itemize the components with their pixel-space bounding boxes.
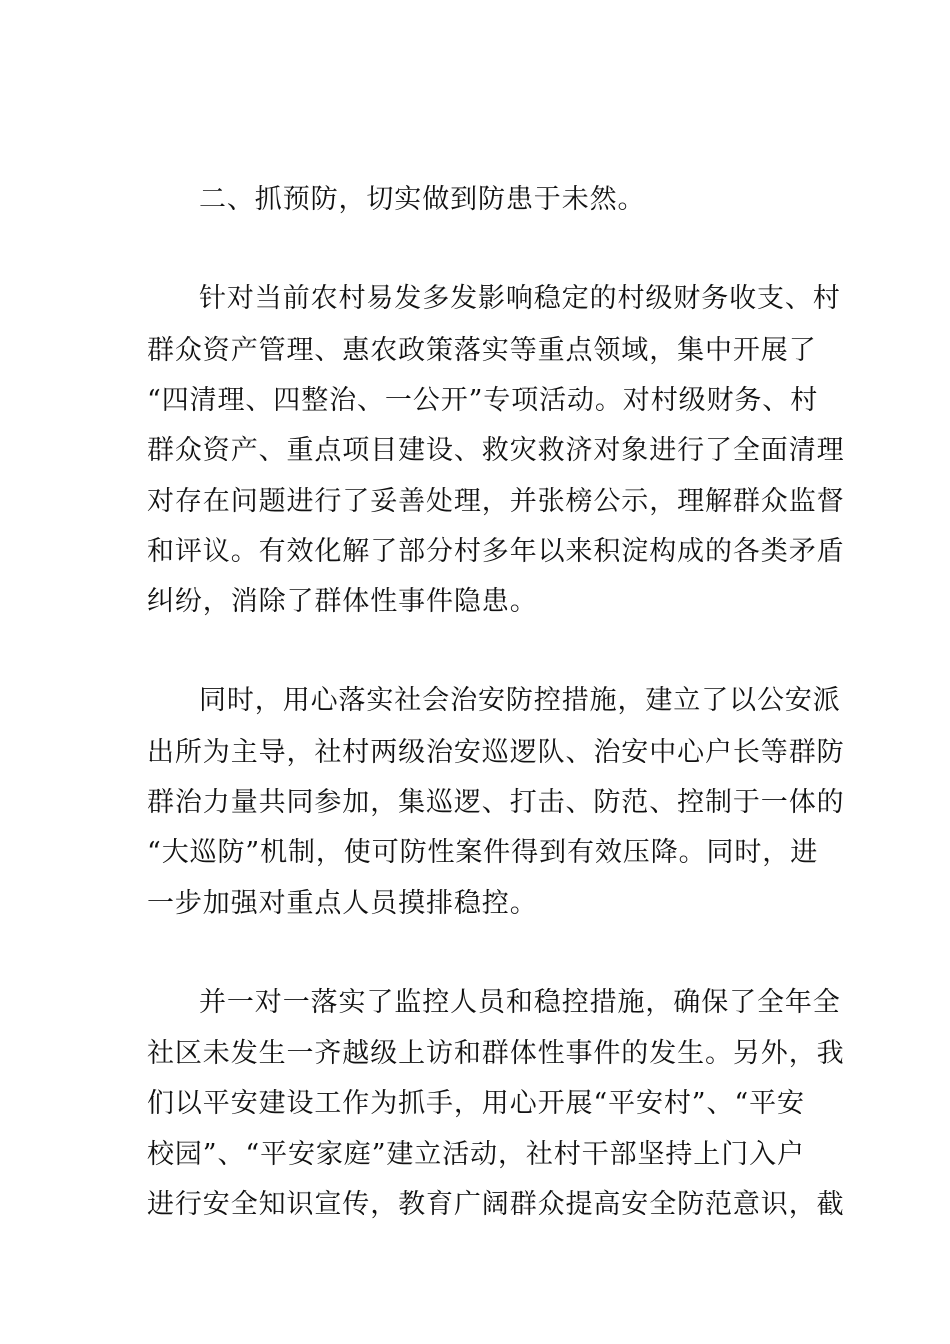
- paragraph-line: 群众资产管理、惠农政策落实等重点领域，集中开展了: [147, 335, 817, 366]
- paragraph-line: 群治力量共同参加，集巡逻、打击、防范、控制于一体的: [147, 787, 845, 818]
- paragraph-line: 群众资产、重点项目建设、救灾救济对象进行了全面清理: [147, 435, 845, 466]
- paragraph-line: 一步加强对重点人员摸排稳控。: [147, 888, 538, 919]
- paragraph-line: “大巡防”机制，使可防性案件得到有效压降。同时，进: [147, 837, 819, 868]
- paragraph-line: 并一对一落实了监控人员和稳控措施，确保了全年全: [199, 987, 841, 1018]
- paragraph-line: 对存在问题进行了妥善处理，并张榜公示，理解群众监督: [147, 486, 845, 517]
- paragraph-line: 进行安全知识宣传，教育广阔群众提高安全防范意识，截: [147, 1189, 845, 1220]
- section-heading: 二、抓预防，切实做到防患于未然。: [199, 184, 646, 215]
- paragraph-line: 社区未发生一齐越级上访和群体性事件的发生。另外，我: [147, 1038, 845, 1069]
- paragraph-line: 出所为主导，社村两级治安巡逻队、治安中心户长等群防: [147, 737, 845, 768]
- paragraph-line: 纠纷，消除了群体性事件隐患。: [147, 586, 538, 617]
- paragraph-line: “四清理、四整治、一公开”专项活动。对村级财务、村: [147, 385, 819, 416]
- paragraph-line: 针对当前农村易发多发影响稳定的村级财务收支、村: [199, 283, 841, 314]
- paragraph-line: 们以平安建设工作为抓手，用心开展“平安村”、“平安: [147, 1088, 805, 1119]
- paragraph-line: 同时，用心落实社会治安防控措施，建立了以公安派: [199, 685, 841, 716]
- paragraph-line: 和评议。有效化解了部分村多年以来积淀构成的各类矛盾: [147, 536, 845, 567]
- paragraph-line: 校园”、“平安家庭”建立活动，社村干部坚持上门入户: [147, 1139, 805, 1170]
